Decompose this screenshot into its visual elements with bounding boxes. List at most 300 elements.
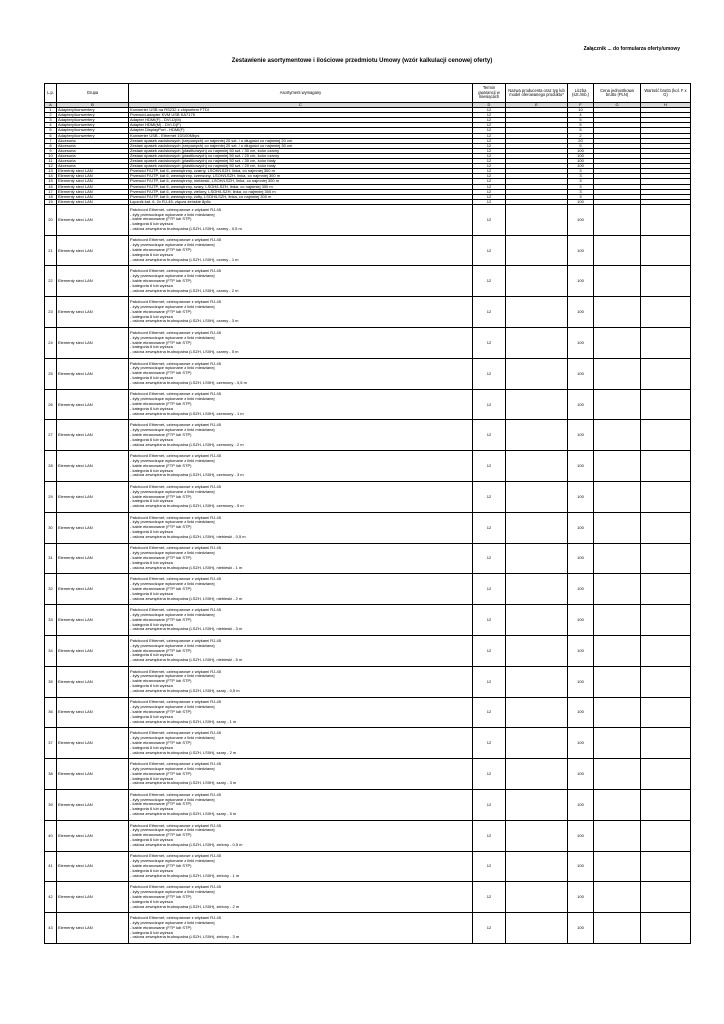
row-warranty: 12 — [473, 882, 506, 913]
row-quantity: 100 — [568, 328, 594, 359]
row-lp: 3 — [45, 118, 57, 123]
row-group: Elementy sieci LAN — [57, 328, 129, 359]
column-header-unit-price: Cena jednostkowa brutto (PLN) — [594, 84, 641, 103]
row-lp: 43 — [45, 913, 57, 944]
row-warranty: 12 — [473, 482, 506, 513]
row-total-input[interactable] — [641, 759, 691, 790]
row-total-input[interactable] — [641, 512, 691, 543]
row-warranty: 12 — [473, 189, 506, 194]
description-line: - żyły przewodzące wykonane z linki miedzianej — [130, 858, 215, 864]
column-header-lp: L.p. — [45, 84, 57, 103]
description-line: - żyły przewodzące wykonane z linki miedzianej — [130, 796, 215, 802]
row-lp: 36 — [45, 697, 57, 728]
row-unit-price-input[interactable] — [594, 512, 641, 543]
table-row — [45, 482, 691, 513]
row-group: Akcesoria — [57, 164, 129, 169]
description-line: Patchcord Ethernet, czteroparowe z wtykami RJ-45 — [130, 853, 221, 859]
row-group: Elementy sieci LAN — [57, 512, 129, 543]
row-description — [129, 759, 473, 790]
row-group: Elementy sieci LAN — [57, 851, 129, 882]
table-row — [45, 882, 691, 913]
row-description: Konwerter USB na RS232 z chipsetem FTDI — [129, 108, 473, 113]
description-line: - żyły przewodzące wykonane z linki miedzianej — [130, 611, 215, 617]
description-line: - kategoria 6 lub wyższa — [130, 652, 173, 658]
description-line: - kategoria 6 lub wyższa — [130, 867, 173, 873]
description-line: - kategoria 6 lub wyższa — [130, 467, 173, 473]
row-total-input[interactable] — [641, 605, 691, 636]
row-total-input[interactable] — [641, 389, 691, 420]
row-description — [129, 913, 473, 944]
description-line: - osłona zewnętrzna trudnopalna (LSZH, LS0H), zielony - 1 m — [130, 872, 240, 878]
column-header-group: Grupa — [57, 84, 129, 103]
column-letter: F — [568, 103, 594, 108]
description-line: - kable ekranowane (FTP lub STP) — [130, 770, 192, 776]
row-description: Przewód F/UTP, kat 6, wewnętrzny, czarny, LSOH/LSZH, linka, co najmniej 300 m — [129, 169, 473, 174]
row-unit-price-input[interactable] — [594, 605, 641, 636]
description-line: - osłona zewnętrzna trudnopalna (LSZH, LS0H), czarny - 0,5 m — [130, 226, 242, 232]
row-group: Elementy sieci LAN — [57, 543, 129, 574]
table-row — [45, 790, 691, 821]
row-quantity: 100 — [568, 451, 594, 482]
row-lp: 35 — [45, 666, 57, 697]
row-unit-price-input[interactable] — [594, 389, 641, 420]
row-unit-price-input[interactable] — [594, 235, 641, 266]
row-total-input[interactable] — [641, 266, 691, 297]
row-warranty: 12 — [473, 148, 506, 153]
row-total-input[interactable] — [641, 328, 691, 359]
row-producer-input[interactable] — [506, 297, 568, 328]
row-group: Adaptery/konwertery — [57, 113, 129, 118]
row-quantity: 100 — [568, 636, 594, 667]
table-row — [45, 266, 691, 297]
row-description: Zestaw opasek zaciskowych (plastikowych) co najmniej 50 szt. / 30 cm, kolor czarny — [129, 148, 473, 153]
row-quantity: 100 — [568, 164, 594, 169]
description-line: - kable ekranowane (FTP lub STP) — [130, 863, 192, 869]
description-line: - kategoria 6 lub wyższa — [130, 713, 173, 719]
table-row — [45, 235, 691, 266]
row-group: Elementy sieci LAN — [57, 451, 129, 482]
attachment-note: Załącznik ... do formularza oferty/umowy — [583, 46, 680, 52]
row-quantity: 3 — [568, 194, 594, 199]
row-total-input[interactable] — [641, 482, 691, 513]
description-line: - osłona zewnętrzna trudnopalna (LSZH, LS0H), niebieski - 1 m — [130, 564, 243, 570]
row-warranty: 12 — [473, 728, 506, 759]
row-group: Elementy sieci LAN — [57, 174, 129, 179]
row-quantity: 100 — [568, 420, 594, 451]
row-producer-input[interactable] — [506, 882, 568, 913]
row-unit-price-input[interactable] — [594, 543, 641, 574]
row-unit-price-input[interactable] — [594, 728, 641, 759]
description-line: - kategoria 6 lub wyższa — [130, 282, 173, 288]
table-row — [45, 697, 691, 728]
description-line: - osłona zewnętrzna trudnopalna (LSZH, LS0H), czarny - 1 m — [130, 256, 239, 262]
table-row — [45, 636, 691, 667]
row-producer-input[interactable] — [506, 328, 568, 359]
description-line: - kategoria 6 lub wyższa — [130, 313, 173, 319]
row-producer-input[interactable] — [506, 266, 568, 297]
row-total-input[interactable] — [641, 851, 691, 882]
row-group: Elementy sieci LAN — [57, 194, 129, 199]
row-quantity: 4 — [568, 113, 594, 118]
column-header-quantity: Liczba (szt./mb.) — [568, 84, 594, 103]
row-producer-input[interactable] — [506, 666, 568, 697]
description-line: - kategoria 6 lub wyższa — [130, 498, 173, 504]
description-line: - kategoria 6 lub wyższa — [130, 344, 173, 350]
row-quantity: 3 — [568, 179, 594, 184]
row-warranty: 12 — [473, 164, 506, 169]
table-row — [45, 728, 691, 759]
row-warranty: 12 — [473, 543, 506, 574]
row-quantity: 3 — [568, 169, 594, 174]
row-warranty: 12 — [473, 574, 506, 605]
row-producer-input[interactable] — [506, 697, 568, 728]
description-line: - kable ekranowane (FTP lub STP) — [130, 893, 192, 899]
row-description: Adapter HDMI(F) - DVI-D(M) — [129, 118, 473, 123]
row-lp: 12 — [45, 164, 57, 169]
row-lp: 7 — [45, 138, 57, 143]
row-warranty: 12 — [473, 697, 506, 728]
row-total-input[interactable] — [641, 451, 691, 482]
row-quantity: 3 — [568, 174, 594, 179]
row-unit-price-input[interactable] — [594, 913, 641, 944]
row-total-input[interactable] — [641, 790, 691, 821]
description-line: - osłona zewnętrzna trudnopalna (LSZH, LS0H), zielony - 0,5 m — [130, 841, 243, 847]
description-line: Patchcord Ethernet, czteroparowe z wtykami RJ-45 — [130, 884, 221, 890]
row-group: Elementy sieci LAN — [57, 420, 129, 451]
row-producer-input[interactable] — [506, 389, 568, 420]
description-line: - kategoria 6 lub wyższa — [130, 405, 173, 411]
description-line: Patchcord Ethernet, czteroparowe z wtykami RJ-45 — [130, 483, 221, 489]
row-producer-input[interactable] — [506, 512, 568, 543]
description-line: Patchcord Ethernet, czteroparowe z wtykami RJ-45 — [130, 668, 221, 674]
description-line: - żyły przewodzące wykonane z linki miedzianej — [130, 242, 215, 248]
row-lp: 18 — [45, 194, 57, 199]
row-group: Elementy sieci LAN — [57, 913, 129, 944]
row-quantity: 100 — [568, 605, 594, 636]
row-description: Przewód F/UTP, kat 6, wewnętrzny, żółty, LSOH/LSZH, linka, co najmniej 300 m — [129, 194, 473, 199]
row-group: Elementy sieci LAN — [57, 605, 129, 636]
row-producer-input[interactable] — [506, 543, 568, 574]
row-description — [129, 820, 473, 851]
row-total-input[interactable] — [641, 882, 691, 913]
row-total-input[interactable] — [641, 574, 691, 605]
row-unit-price-input[interactable] — [594, 358, 641, 389]
row-lp: 10 — [45, 153, 57, 158]
row-lp: 9 — [45, 148, 57, 153]
row-total-input[interactable] — [641, 820, 691, 851]
row-producer-input[interactable] — [506, 913, 568, 944]
description-line: - kategoria 6 lub wyższa — [130, 436, 173, 442]
description-line: Patchcord Ethernet, czteroparowe z wtykami RJ-45 — [130, 299, 221, 305]
row-quantity: 5 — [568, 128, 594, 133]
description-line: - żyły przewodzące wykonane z linki miedzianej — [130, 396, 215, 402]
row-unit-price-input[interactable] — [594, 636, 641, 667]
description-line: - żyły przewodzące wykonane z linki miedzianej — [130, 704, 215, 710]
table-row — [45, 574, 691, 605]
row-warranty: 12 — [473, 143, 506, 148]
row-description — [129, 358, 473, 389]
row-warranty: 12 — [473, 666, 506, 697]
description-line: - kable ekranowane (FTP lub STP) — [130, 247, 192, 253]
description-line: - kable ekranowane (FTP lub STP) — [130, 585, 192, 591]
table-row — [45, 759, 691, 790]
row-description: Przewód F/UTP, kat 6, wewnętrzny, szary, LSOH/LSZH, linka, co najmniej 300 m — [129, 184, 473, 189]
row-description — [129, 328, 473, 359]
row-total-input[interactable] — [641, 420, 691, 451]
table-row — [45, 451, 691, 482]
row-group: Akcesoria — [57, 143, 129, 148]
column-header-assortment: Asortyment wymagany — [129, 84, 473, 103]
row-unit-price-input[interactable] — [594, 790, 641, 821]
row-lp: 14 — [45, 174, 57, 179]
description-line: - żyły przewodzące wykonane z linki miedzianej — [130, 919, 215, 925]
description-line: - kable ekranowane (FTP lub STP) — [130, 216, 192, 222]
description-line: Patchcord Ethernet, czteroparowe z wtykami RJ-45 — [130, 822, 221, 828]
row-producer-input[interactable] — [506, 451, 568, 482]
table-row — [45, 358, 691, 389]
row-description — [129, 882, 473, 913]
description-line: - żyły przewodzące wykonane z linki miedzianej — [130, 303, 215, 309]
row-warranty: 12 — [473, 266, 506, 297]
row-unit-price-input[interactable] — [594, 820, 641, 851]
row-producer-input[interactable] — [506, 204, 568, 235]
description-line: - kategoria 6 lub wyższa — [130, 621, 173, 627]
row-total-input[interactable] — [641, 543, 691, 574]
row-warranty: 12 — [473, 358, 506, 389]
row-producer-input[interactable] — [506, 482, 568, 513]
description-line: - osłona zewnętrzna trudnopalna (LSZH, LS0H), czarny - 2 m — [130, 287, 239, 293]
description-line: - osłona zewnętrzna trudnopalna (LSZH, LS0H), zielony - 3 m — [130, 934, 240, 940]
row-group: Elementy sieci LAN — [57, 666, 129, 697]
table-row — [45, 204, 691, 235]
row-description: Przewód F/UTP, kat 6, wewnętrzny, niebieski, LSOH/LSZH, linka, co najmniej 300 m — [129, 179, 473, 184]
row-quantity: 100 — [568, 159, 594, 164]
description-line: - kable ekranowane (FTP lub STP) — [130, 555, 192, 561]
row-quantity: 5 — [568, 123, 594, 128]
row-producer-input[interactable] — [506, 851, 568, 882]
row-total-input[interactable] — [641, 297, 691, 328]
description-line: - kategoria 6 lub wyższa — [130, 375, 173, 381]
row-warranty: 12 — [473, 153, 506, 158]
row-lp: 29 — [45, 482, 57, 513]
row-warranty: 12 — [473, 169, 506, 174]
row-group: Adaptery/konwertery — [57, 133, 129, 138]
row-description: Zestaw opasek zaciskowych (rzepowych) co najmniej 20 szt. / o długości co najmniej 20 cm — [129, 138, 473, 143]
description-line: - osłona zewnętrzna trudnopalna (LSZH, LS0H), szary - 0,5 m — [130, 687, 240, 693]
row-group: Adaptery/konwertery — [57, 118, 129, 123]
row-description — [129, 636, 473, 667]
row-description: Zestaw opasek zaciskowych (plastikowych) co najmniej 50 szt. / 20 cm, kolor biały — [129, 164, 473, 169]
row-unit-price-input[interactable] — [594, 328, 641, 359]
row-total-input[interactable] — [641, 204, 691, 235]
row-unit-price-input[interactable] — [594, 482, 641, 513]
row-lp: 2 — [45, 113, 57, 118]
row-lp: 34 — [45, 636, 57, 667]
row-producer-input[interactable] — [506, 790, 568, 821]
description-line: - kable ekranowane (FTP lub STP) — [130, 709, 192, 715]
row-quantity: 5 — [568, 143, 594, 148]
row-quantity: 100 — [568, 820, 594, 851]
description-line: - żyły przewodzące wykonane z linki miedzianej — [130, 642, 215, 648]
row-quantity: 100 — [568, 204, 594, 235]
row-warranty: 12 — [473, 179, 506, 184]
row-description — [129, 697, 473, 728]
row-lp: 1 — [45, 108, 57, 113]
row-unit-price-input[interactable] — [594, 759, 641, 790]
row-unit-price-input[interactable] — [594, 666, 641, 697]
row-warranty: 12 — [473, 297, 506, 328]
row-description — [129, 235, 473, 266]
description-line: - żyły przewodzące wykonane z linki miedzianej — [130, 889, 215, 895]
description-line: - osłona zewnętrzna trudnopalna (LSZH, LS0H), niebieski - 5 m — [130, 657, 243, 663]
row-quantity: 100 — [568, 482, 594, 513]
table-row — [45, 820, 691, 851]
column-header-producer: Nazwa producenta oraz typ lub model oferowanego produktu* — [506, 84, 568, 103]
row-producer-input[interactable] — [506, 235, 568, 266]
row-producer-input[interactable] — [506, 759, 568, 790]
description-line: - kategoria 6 lub wyższa — [130, 221, 173, 227]
description-line: - kable ekranowane (FTP lub STP) — [130, 678, 192, 684]
description-line: - żyły przewodzące wykonane z linki miedzianej — [130, 488, 215, 494]
row-quantity: 5 — [568, 118, 594, 123]
row-warranty: 12 — [473, 194, 506, 199]
description-line: Patchcord Ethernet, czteroparowe z wtykami RJ-45 — [130, 576, 221, 582]
description-line: - osłona zewnętrzna trudnopalna (LSZH, LS0H), czarny - 5 m — [130, 349, 239, 355]
row-total-input[interactable] — [641, 235, 691, 266]
row-description — [129, 543, 473, 574]
row-group: Elementy sieci LAN — [57, 697, 129, 728]
row-description — [129, 482, 473, 513]
description-line: - żyły przewodzące wykonane z linki miedzianej — [130, 550, 215, 556]
row-warranty: 12 — [473, 235, 506, 266]
description-line: Patchcord Ethernet, czteroparowe z wtykami RJ-45 — [130, 206, 221, 212]
row-lp: 13 — [45, 169, 57, 174]
row-description — [129, 297, 473, 328]
row-producer-input[interactable] — [506, 358, 568, 389]
row-description — [129, 605, 473, 636]
row-unit-price-input[interactable] — [594, 451, 641, 482]
row-group: Elementy sieci LAN — [57, 574, 129, 605]
row-warranty: 12 — [473, 389, 506, 420]
row-producer-input[interactable] — [506, 636, 568, 667]
table-row — [45, 543, 691, 574]
row-warranty: 12 — [473, 128, 506, 133]
row-producer-input[interactable] — [506, 420, 568, 451]
row-lp: 33 — [45, 605, 57, 636]
row-warranty: 12 — [473, 790, 506, 821]
row-warranty: 12 — [473, 820, 506, 851]
row-total-input[interactable] — [641, 913, 691, 944]
row-quantity: 100 — [568, 543, 594, 574]
row-quantity: 100 — [568, 728, 594, 759]
row-quantity: 100 — [568, 882, 594, 913]
description-line: - kategoria 6 lub wyższa — [130, 590, 173, 596]
row-lp: 39 — [45, 790, 57, 821]
description-line: - żyły przewodzące wykonane z linki miedzianej — [130, 673, 215, 679]
row-total-input[interactable] — [641, 728, 691, 759]
row-unit-price-input[interactable] — [594, 297, 641, 328]
row-quantity: 100 — [568, 389, 594, 420]
row-unit-price-input[interactable] — [594, 420, 641, 451]
row-total-input[interactable] — [641, 666, 691, 697]
row-unit-price-input[interactable] — [594, 574, 641, 605]
description-line: - osłona zewnętrzna trudnopalna (LSZH, LS0H), szary - 3 m — [130, 780, 237, 786]
row-unit-price-input[interactable] — [594, 266, 641, 297]
table-row — [45, 389, 691, 420]
description-line: - kable ekranowane (FTP lub STP) — [130, 462, 192, 468]
table-row — [45, 512, 691, 543]
description-line: - żyły przewodzące wykonane z linki miedzianej — [130, 211, 215, 217]
description-line: - osłona zewnętrzna trudnopalna (LSZH, LS0H), niebieski - 2 m — [130, 595, 243, 601]
column-letter: G — [594, 103, 641, 108]
row-lp: 20 — [45, 204, 57, 235]
description-line: - żyły przewodzące wykonane z linki miedzianej — [130, 334, 215, 340]
row-total-input[interactable] — [641, 697, 691, 728]
row-quantity: 10 — [568, 108, 594, 113]
row-unit-price-input[interactable] — [594, 697, 641, 728]
description-line: - żyły przewodzące wykonane z linki miedzianej — [130, 457, 215, 463]
row-group: Akcesoria — [57, 153, 129, 158]
description-line: - kategoria 6 lub wyższa — [130, 683, 173, 689]
row-quantity: 100 — [568, 759, 594, 790]
row-lp: 6 — [45, 133, 57, 138]
row-lp: 30 — [45, 512, 57, 543]
description-line: - osłona zewnętrzna trudnopalna (LSZH, LS0H), zielony - 2 m — [130, 903, 240, 909]
row-description: Przewód-adapter KVM USB KA7175 — [129, 113, 473, 118]
description-line: - kable ekranowane (FTP lub STP) — [130, 308, 192, 314]
row-unit-price-input[interactable] — [594, 882, 641, 913]
description-line: - kategoria 6 lub wyższa — [130, 806, 173, 812]
description-line: - kategoria 6 lub wyższa — [130, 529, 173, 535]
row-warranty: 12 — [473, 759, 506, 790]
description-line: - kable ekranowane (FTP lub STP) — [130, 370, 192, 376]
row-warranty: 12 — [473, 159, 506, 164]
description-line: - żyły przewodzące wykonane z linki miedzianej — [130, 365, 215, 371]
page-title: Zestawienie asortymentowe i ilościowe przedmiotu Umowy (wzór kalkulacji cenowej oferty) — [231, 58, 493, 64]
description-line: Patchcord Ethernet, czteroparowe z wtykami RJ-45 — [130, 422, 221, 428]
row-producer-input[interactable] — [506, 728, 568, 759]
row-group: Elementy sieci LAN — [57, 297, 129, 328]
description-line: Patchcord Ethernet, czteroparowe z wtykami RJ-45 — [130, 637, 221, 643]
description-line: Patchcord Ethernet, czteroparowe z wtykami RJ-45 — [130, 453, 221, 459]
row-producer-input[interactable] — [506, 820, 568, 851]
row-warranty: 12 — [473, 420, 506, 451]
row-warranty: 12 — [473, 133, 506, 138]
description-line: Patchcord Ethernet, czteroparowe z wtykami RJ-45 — [130, 545, 221, 551]
row-total-input[interactable] — [641, 358, 691, 389]
row-quantity: 100 — [568, 358, 594, 389]
description-line: - kategoria 6 lub wyższa — [130, 744, 173, 750]
row-quantity: 100 — [568, 297, 594, 328]
row-lp: 19 — [45, 199, 57, 204]
description-line: - kable ekranowane (FTP lub STP) — [130, 647, 192, 653]
row-lp: 23 — [45, 297, 57, 328]
row-description: Łącznik kat. 6, 2x RJ-45, złącza żeńskie 8p8c — [129, 199, 473, 204]
description-line: - osłona zewnętrzna trudnopalna (LSZH, LS0H), szary - 1 m — [130, 718, 237, 724]
row-unit-price-input[interactable] — [594, 204, 641, 235]
row-total-input[interactable] — [641, 636, 691, 667]
description-line: - osłona zewnętrzna trudnopalna (LSZH, LS0H), czerwony - 5 m — [130, 503, 244, 509]
row-unit-price-input[interactable] — [594, 851, 641, 882]
row-group: Elementy sieci LAN — [57, 820, 129, 851]
assortment-table — [44, 83, 691, 944]
row-description: Przewód F/UTP, kat 6, wewnętrzny, zielony, LSOH/LSZH, linka, co najmniej 300 m — [129, 189, 473, 194]
row-group: Akcesoria — [57, 138, 129, 143]
row-lp: 40 — [45, 820, 57, 851]
row-lp: 41 — [45, 851, 57, 882]
row-producer-input[interactable] — [506, 605, 568, 636]
row-producer-input[interactable] — [506, 574, 568, 605]
